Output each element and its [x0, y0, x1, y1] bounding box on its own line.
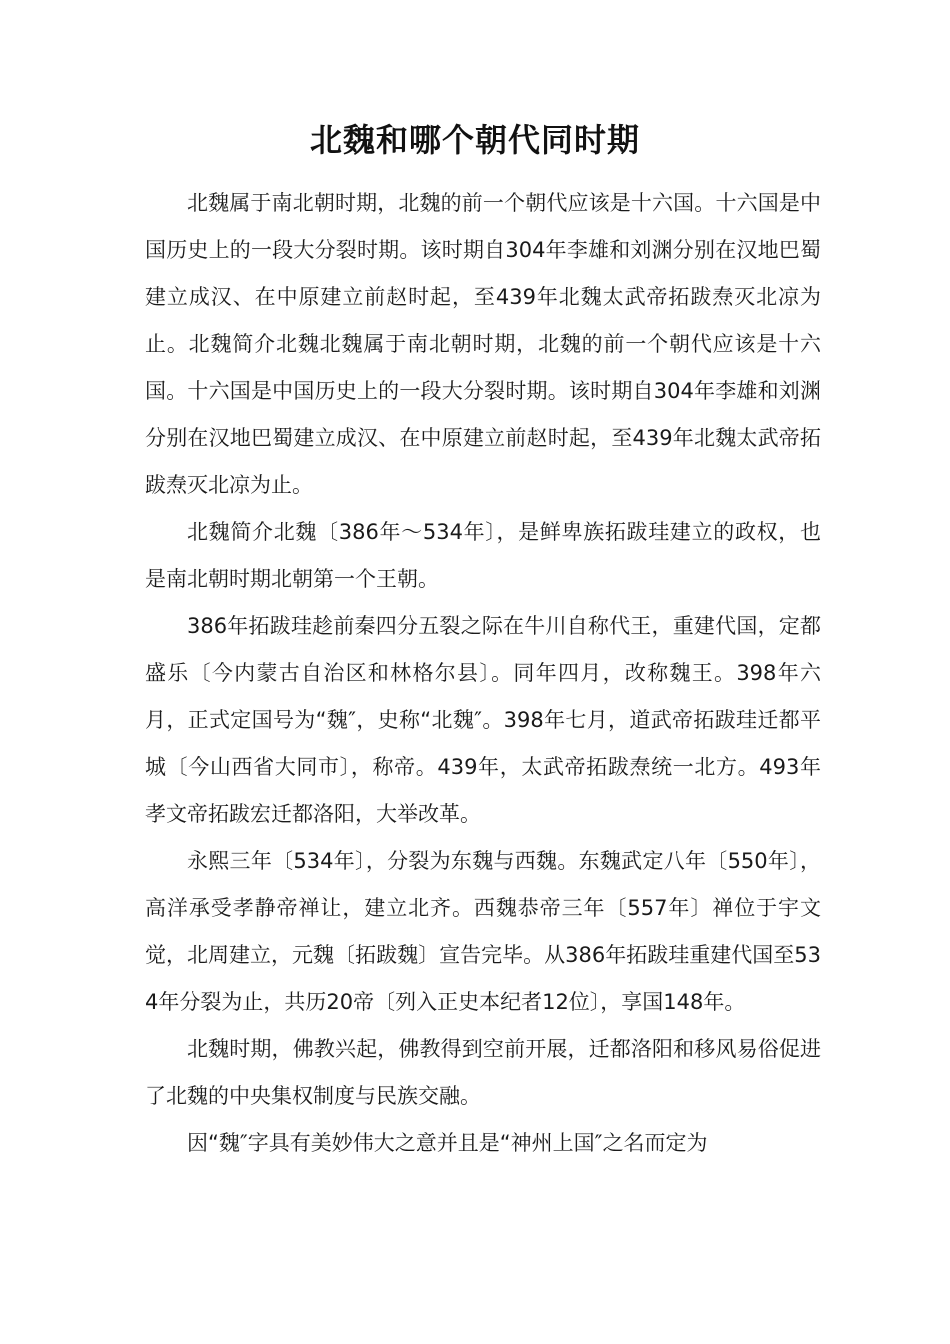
paragraph-2: 北魏简介北魏〔386年～534年〕，是鲜卑族拓跋珪建立的政权，也是南北朝时期北朝第一个王朝。 [145, 520, 821, 591]
document-body [145, 180, 821, 1167]
paragraph-5: 北魏时期，佛教兴起，佛教得到空前开展，迁都洛阳和移风易俗促进了北魏的中央集权制度与民族交融。 [145, 1037, 821, 1108]
paragraph-6: 因“魏″字具有美妙伟大之意并且是“神州上国″之名而定为 [187, 1131, 708, 1155]
paragraph-4: 永熙三年〔534年〕，分裂为东魏与西魏。东魏武定八年〔550年〕，高洋承受孝静帝禅让，建立北齐。西魏恭帝三年〔557年〕禅位于宇文觉，北周建立，元魏〔拓跋魏〕宣告完毕。从386年拓跋珪重建代国至534年分裂为止，共历20帝〔列入正史本纪者12位〕，享国148年。 [145, 849, 821, 1014]
paragraph-3: 386年拓跋珪趁前秦四分五裂之际在牛川自称代王，重建代国，定都盛乐〔今内蒙古自治区和林格尔县〕。同年四月，改称魏王。398年六月，正式定国号为“魏″，史称“北魏″。398年七月，道武帝拓跋珪迁都平城〔今山西省大同市〕，称帝。439年，太武帝拓跋焘统一北方。493年孝文帝拓跋宏迁都洛阳，大举改革。 [145, 614, 821, 826]
document-title: 北魏和哪个朝代同时期 [309, 121, 640, 159]
paragraph-1: 北魏属于南北朝时期，北魏的前一个朝代应该是十六国。十六国是中国历史上的一段大分裂时期。该时期自304年李雄和刘渊分别在汉地巴蜀建立成汉、在中原建立前赵时起，至439年北魏太武帝拓跋焘灭北凉为止。北魏简介北魏北魏属于南北朝时期，北魏的前一个朝代应该是十六国。十六国是中国历史上的一段大分裂时期。该时期自304年李雄和刘渊分别在汉地巴蜀建立成汉、在中原建立前赵时起，至439年北魏太武帝拓跋焘灭北凉为止。 [145, 191, 821, 497]
